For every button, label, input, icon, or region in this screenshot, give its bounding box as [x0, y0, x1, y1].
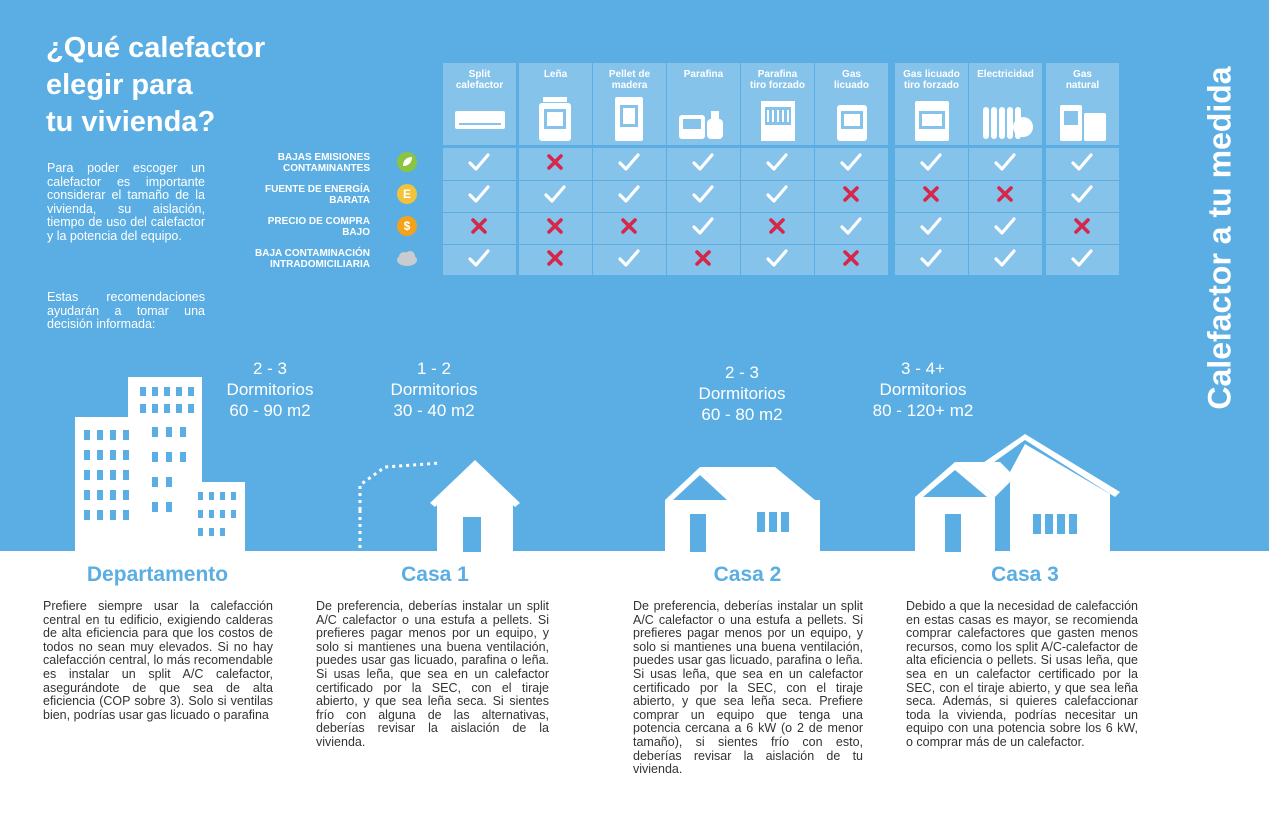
lpg-heater-icon — [823, 93, 880, 143]
pellet-stove-icon — [601, 93, 658, 143]
check-icon — [765, 246, 789, 270]
heater-label: Gas licuado tiro forzado — [903, 69, 960, 91]
intro-recommendation: Estas recomendaciones ayudarán a tomar una decisión informada: — [47, 290, 205, 331]
kerosene-heater-icon — [675, 93, 732, 143]
cross-icon — [467, 214, 491, 238]
criterion-label: FUENTE DE ENERGÍA BARATA — [264, 184, 370, 206]
cross-icon — [839, 182, 863, 206]
check-icon — [1070, 246, 1094, 270]
criterion-label: PRECIO DE COMPRA BAJO — [267, 216, 370, 238]
check-icon — [617, 182, 641, 206]
dollar-icon — [396, 215, 418, 237]
check-icon — [617, 246, 641, 270]
cross-icon — [543, 214, 567, 238]
heater-header-4 — [667, 63, 740, 145]
heater-label: Leña — [543, 69, 568, 80]
check-icon — [919, 214, 943, 238]
check-icon — [691, 182, 715, 206]
heater-header-3 — [593, 63, 666, 145]
check-icon — [993, 150, 1017, 174]
heading-casa-3: Casa 3 — [991, 563, 1059, 586]
row-divider — [440, 212, 1121, 213]
check-icon — [1070, 150, 1094, 174]
split-ac-icon — [451, 93, 508, 143]
check-icon — [993, 214, 1017, 238]
text-departamento: Prefiere siempre usar la calefacción central en tu edificio, exigiendo calderas de alta eficiencia para que los costos de todos no sean muy elevados. Si no hay calefacción central, lo más recomendable es instalar un split A/C calefactor, asegurándote de que sea de alta eficiencia (COP sobre 3). Solo si ventilas bien, podrías usar gas licuado o parafina — [43, 599, 273, 722]
badge-letter: E — [402, 187, 412, 201]
cross-icon — [839, 246, 863, 270]
check-icon — [617, 150, 641, 174]
heater-header-2 — [519, 63, 592, 145]
heading-casa-1: Casa 1 — [401, 563, 469, 586]
heater-header-9 — [1046, 63, 1119, 145]
check-icon — [765, 150, 789, 174]
check-icon — [993, 246, 1017, 270]
check-icon — [919, 150, 943, 174]
row-divider — [440, 180, 1121, 181]
heater-header-7 — [895, 63, 968, 145]
heater-label: Gas natural — [1065, 69, 1100, 91]
sidebar-title: Calefactor a tu medida — [1201, 66, 1238, 410]
forced-kerosene-icon — [749, 93, 806, 143]
sidebar-title-band — [1180, 0, 1260, 551]
cross-icon — [543, 246, 567, 270]
stat-departamento: 2 - 3 Dormitorios 60 - 90 m2 — [226, 359, 314, 420]
criterion-label: BAJAS EMISIONES CONTAMINANTES — [277, 152, 370, 174]
cross-icon — [765, 214, 789, 238]
cross-icon — [1070, 214, 1094, 238]
cross-icon — [919, 182, 943, 206]
natural-gas-icon — [1054, 93, 1111, 143]
heater-label: Gas licuado — [833, 69, 869, 91]
text-casa-1: De preferencia, deberías instalar un split A/C calefactor o una estufa a pellets. Si prefieres pagar menos por un equipo, y solo si mantienes una buena ventilación, puedes usar gas licuado, parafina o leña. Si usas leña, que sea en un calefactor certificado por la SEC, con el tiraje abierto, y que sea leña seca. Si sientes frío con alguna de las alternativas, deberías revisar la aislación de la vivienda. — [316, 599, 549, 749]
check-icon — [467, 246, 491, 270]
wood-stove-icon — [527, 93, 584, 143]
medium-house-illustration — [665, 462, 825, 552]
check-icon — [691, 214, 715, 238]
stat-casa-2: 2 - 3 Dormitorios 60 - 80 m2 — [698, 363, 786, 424]
check-icon — [919, 246, 943, 270]
text-casa-2: De preferencia, deberías instalar un split A/C calefactor o una estufa a pellets. Si prefieres pagar menos por un equipo, y solo si mantienes una buena ventilación, puedes usar gas licuado, parafina o leña. Si usas leña, que sea en un calefactor certificado por la SEC, con el tiraje abierto, y que sea leña seca. Prefiere comprar un equipo que tenga una potencia cercana a 6 kW (o 2 de menor tamaño), si sientes frío con esto, deberías revisar la aislación de tu vivienda. — [633, 599, 863, 777]
badge-letter: $ — [403, 219, 411, 233]
heater-label: Pellet de madera — [608, 69, 651, 91]
energy-e-icon — [396, 183, 418, 205]
cloud-icon — [396, 247, 418, 269]
check-icon — [467, 150, 491, 174]
stat-casa-3: 3 - 4+ Dormitorios 80 - 120+ m2 — [872, 359, 974, 420]
heater-label: Parafina tiro forzado — [750, 69, 805, 91]
cross-icon — [691, 246, 715, 270]
cross-icon — [543, 150, 567, 174]
forced-lpg-icon — [903, 93, 960, 143]
heater-header-5 — [741, 63, 814, 145]
check-icon — [1070, 182, 1094, 206]
cross-icon — [993, 182, 1017, 206]
small-house-illustration — [355, 455, 520, 552]
heading-departamento: Departamento — [86, 563, 229, 586]
criterion-label: BAJA CONTAMINACIÓN INTRADOMICILIARIA — [255, 248, 370, 270]
cross-icon — [617, 214, 641, 238]
check-icon — [839, 214, 863, 238]
heater-label: Parafina — [683, 69, 724, 80]
heater-header-1 — [443, 63, 516, 145]
heater-label: Electricidad — [977, 69, 1034, 80]
stat-casa-1: 1 - 2 Dormitorios 30 - 40 m2 — [390, 359, 478, 420]
heater-header-6 — [815, 63, 888, 145]
check-icon — [839, 150, 863, 174]
heading-casa-2: Casa 2 — [713, 563, 782, 586]
check-icon — [691, 150, 715, 174]
text-casa-3: Debido a que la necesidad de calefacción en estas casas es mayor, se recomienda comprar calefactores que gasten menos recursos, como los split A/C-calefactor de alta eficiencia o pellets. Si usas leña, que sea en un calefactor certificado por la SEC, con el tiraje abierto, y que sea leña seca. Además, si quieres calefaccionar toda la vivienda, podrías necesitar un equipo con una potencia sobre los 6 kW, o comprar más de un calefactor. — [906, 599, 1138, 749]
row-divider — [440, 244, 1121, 245]
heater-label: Split calefactor — [455, 69, 504, 91]
electric-radiator-icon — [977, 93, 1034, 143]
page-title: ¿Qué calefactor elegir para tu vivienda? — [46, 32, 266, 138]
check-icon — [765, 182, 789, 206]
check-icon — [467, 182, 491, 206]
check-icon — [543, 182, 567, 206]
leaf-icon — [396, 151, 418, 173]
heater-header-8 — [969, 63, 1042, 145]
intro-paragraph: Para poder escoger un calefactor es importante considerar el tamaño de la vivienda, su aislación, tiempo de uso del calefactor y la potencia del equipo. — [47, 161, 205, 243]
large-house-illustration — [915, 432, 1120, 552]
